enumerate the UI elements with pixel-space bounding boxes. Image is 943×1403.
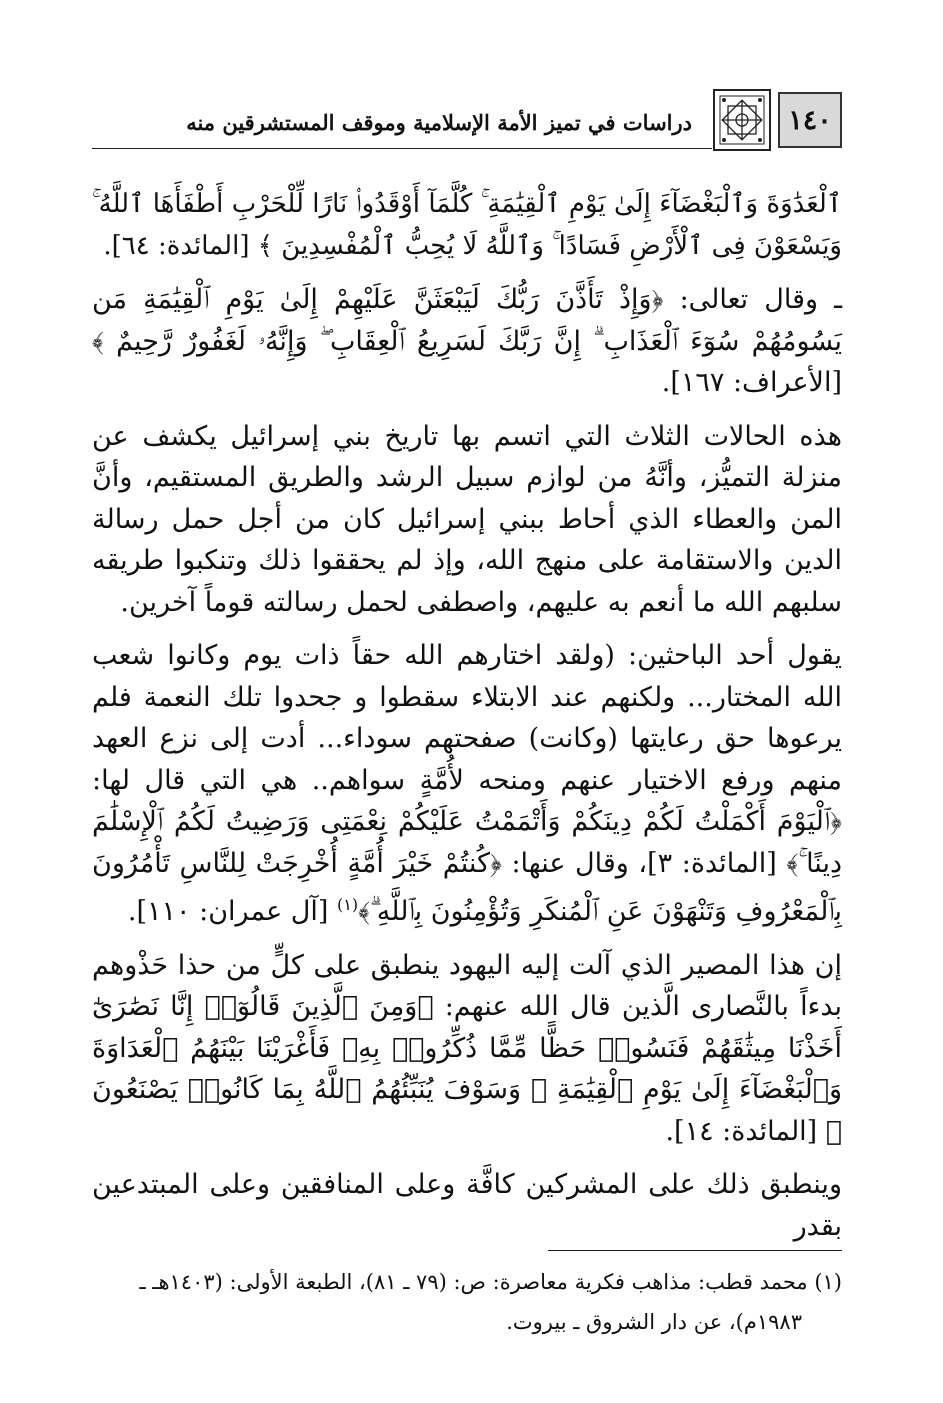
- paragraph: ٱلْعَدَٰوَةَ وَٱلْبَغْضَآءَ إِلَىٰ يَوْمِ ٱلْقِيَٰمَةِ ۚ كُلَّمَآ أَوْقَدُوا۟ نَارًا لِّلْحَرْبِ أَطْفَأَهَا ٱللَّهُ ۚ وَيَسْعَوْنَ فِى ٱلْأَرْضِ فَسَادًا ۚ وَٱللَّهُ لَا يُحِبُّ ٱلْمُفْسِدِينَ ﴾ [المائدة: ٦٤].: [92, 189, 842, 261]
- page-number: ١٤٠: [778, 92, 842, 148]
- main-text: [92, 184, 842, 1247]
- paragraph: هذه الحالات الثلاث التي اتسم بها تاريخ بني إسرائيل يكشف عن منزلة التميُّز، وأنَّهُ من لوازم سبيل الرشد والطريق المستقيم، وأنَّ المن والعطاء الذي أحاط ببني إسرائيل كان من أجل حمل رسالة الدين والاستقامة على منهج الله، وإذ لم يحققوا ذلك وتنكبوا طريقه سلبهم الله ما أنعم به عليهم، واصطفى لحمل رسالته قوماً آخرين.: [92, 420, 842, 618]
- citation: [آل عمران: ١١٠].: [127, 896, 337, 927]
- paragraph-text: يقول أحد الباحثين: (ولقد اختارهم الله حقاً ذات يوم وكانوا شعب الله المختار... ولكنهم عند الابتلاء سقطوا و جحدوا تلك النعمة فلم يرعوها حق رعايتها (وكانت) صفحتهم سوداء... أدت إلى نزع العهد منهم ورفع الاختيار عنهم ومنحه لأُمَّةٍ سواهم.. هي التي قال لها: ﴿ٱلْيَوْمَ أَكْمَلْتُ لَكُمْ دِينَكُمْ وَأَتْمَمْتُ عَلَيْكُمْ نِعْمَتِى وَرَضِيتُ لَكُمُ ٱلْإِسْلَٰمَ دِينًا ۚ﴾ [المائدة: ٣]، وقال عنها: ﴿كُنتُمْ خَيْرَ أُمَّةٍ أُخْرِجَتْ لِلنَّاسِ تَأْمُرُونَ بِٱلْمَعْرُوفِ وَتَنْهَوْنَ عَنِ ٱلْمُنكَرِ وَتُؤْمِنُونَ بِٱللَّهِ ۗ﴾: [92, 640, 842, 927]
- header-rule: [92, 148, 712, 149]
- footnote-reference[interactable]: (١): [337, 895, 359, 914]
- footnote-line: ١٩٨٣م)، عن دار الشروق ـ بيروت.: [506, 1310, 802, 1334]
- page-header: [92, 88, 842, 152]
- paragraph: إن هذا المصير الذي آلت إليه اليهود ينطبق على كلٍّ من حذا حَذْوهم بدءاً بالنَّصارى الَّذين قال الله عنهم: ﴿وَمِنَ ٱلَّذِينَ قَالُوٓا۟ إِنَّا نَصَٰرَىٰٓ أَخَذْنَا مِيثَٰقَهُمْ فَنَسُوا۟ حَظًّا مِّمَّا ذُكِّرُوا۟ بِهِۦ فَأَغْرَيْنَا بَيْنَهُمُ ٱلْعَدَاوَةَ وَٱلْبَغْضَآءَ إِلَىٰ يَوْمِ ٱلْقِيَٰمَةِ ۚ وَسَوْفَ يُنَبِّئُهُمُ ٱللَّهُ بِمَا كَانُوا۟ يَصْنَعُونَ ﴾ [المائدة: ١٤].: [92, 949, 842, 1147]
- running-title: دراسات في تميز الأمة الإسلامية وموقف المستشرقين منه: [186, 110, 692, 135]
- footnote-separator: [548, 1250, 842, 1251]
- footnotes: [92, 1262, 842, 1342]
- paragraph: ـ وقال تعالى: ﴿وَإِذْ تَأَذَّنَ رَبُّكَ لَيَبْعَثَنَّ عَلَيْهِمْ إِلَىٰ يَوْمِ ٱلْقِيَٰمَةِ مَن يَسُومُهُمْ سُوٓءَ ٱلْعَذَابِ ۗ إِنَّ رَبَّكَ لَسَرِيعُ ٱلْعِقَابِ ۖ وَإِنَّهُۥ لَغَفُورٌ رَّحِيمٌ ﴾ [الأعراف: ١٦٧].: [92, 284, 842, 398]
- footnote-line: (١) محمد قطب: مذاهب فكرية معاصرة: ص: (٧٩ ـ ٨١)، الطبعة الأولى: (١٤٠٣هـ ـ: [139, 1270, 842, 1294]
- ornament-icon: [712, 88, 772, 152]
- paragraph: [92, 635, 842, 933]
- paragraph: وينطبق ذلك على المشركين كافَّة وعلى المنافقين وعلى المبتدعين بقدر: [92, 1169, 842, 1242]
